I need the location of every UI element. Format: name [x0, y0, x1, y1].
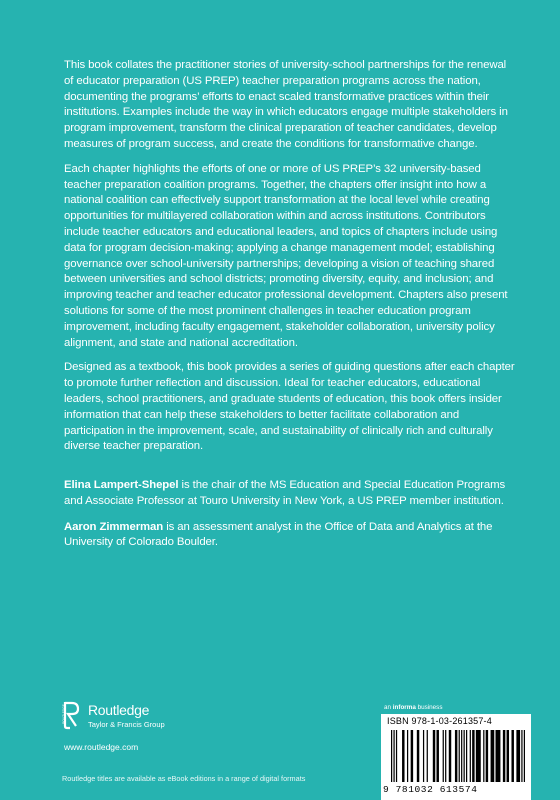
isbn-number: ISBN 978-1-03-261357-4: [387, 716, 492, 726]
barcode-bar: [470, 730, 471, 782]
informa-business-label: [384, 704, 442, 711]
barcode-bar: [417, 730, 419, 782]
barcode-bar: [436, 730, 438, 782]
back-cover-footer: [0, 686, 560, 800]
barcode-bar: [443, 730, 444, 782]
barcode-bar: [391, 730, 392, 782]
barcode-bar: [427, 730, 428, 782]
barcode-bar: [486, 730, 488, 782]
barcode-bar: [476, 730, 481, 782]
author-bio-text-1: is the chair of the MS Education and Special Education Programs and Associate Professor at Touro University in New York, a US PREP member institution.: [64, 479, 506, 507]
publisher-url[interactable]: www.routledge.com: [64, 742, 139, 752]
barcode-bar: [402, 730, 404, 782]
author-bio-text-2: is an assessment analyst in the Office of Data and Analytics at the University of Colorado Boulder.: [64, 520, 493, 549]
author-name-1: Elina Lampert-Shepel: [64, 479, 179, 491]
barcode-bar: [445, 730, 446, 782]
barcode-bar: [524, 730, 525, 782]
author-bios: [64, 478, 516, 561]
barcode-bar: [491, 730, 495, 782]
barcode-bar: [433, 730, 435, 782]
informa-word: informa: [392, 704, 416, 711]
barcode-bar: [393, 730, 394, 782]
barcode-bars: [389, 730, 527, 782]
barcode-bar: [423, 730, 424, 782]
barcode-bar: [496, 730, 501, 782]
publisher-group: Taylor & Francis Group: [88, 720, 165, 729]
barcode-bar: [455, 730, 457, 782]
barcode-digits: 9 781032 613574: [383, 784, 478, 795]
informa-suffix: business: [415, 704, 443, 711]
author-bio-1: [64, 478, 516, 510]
ebook-note: Routledge titles are available as eBook editions in a range of digital formats: [62, 774, 306, 783]
barcode-bar: [521, 730, 522, 782]
isbn-barcode: [381, 714, 531, 800]
barcode-bar: [516, 730, 520, 782]
description-paragraph-3: Designed as a textbook, this book provides a series of guiding questions after each chapter to promote further reflection and discussion. Ideal for teacher educators, educational leaders, school practitioners, and graduate students of education, this book offers insider information that can help these stakeholders to better facilitate collaboration and participation in the improvement, scale, and sustainability of clinically rich and culturally diverse teacher preparation.: [64, 361, 515, 453]
description-paragraph-1: This book collates the practitioner stories of university-school partnerships for the renewal of educator preparation (US PREP) teacher preparation programs across the nation, documenting the programs’ efforts to enact scaled transformative practices within their institutions. Examples include the way in which educators engage multiple stakeholders in program improvement, transform the clinical preparation of teacher candidates, develop measures of program success, and create the conditions for transformative change.: [64, 59, 508, 150]
author-bio-2: [64, 520, 516, 552]
barcode-bar: [459, 730, 460, 782]
barcode-bar: [396, 730, 397, 782]
barcode-bar: [472, 730, 474, 782]
publisher-name: Routledge: [88, 702, 150, 718]
barcode-bar: [466, 730, 467, 782]
description-paragraph-2: Each chapter highlights the efforts of one or more of US PREP’s 32 university-based teacher preparation coalition programs. Together, the chapters offer insight into how a national coalition can effectively support transformation at the local level while creating opportunities for multilayered collaboration within and across institutions. Contributors include teacher educators and educational leaders, and topics of chapters include using data for program decision-making; applying a change management model; establishing governance over school-university partnerships; developing a vision of teaching shared between universities and school districts; promoting diversity, equity, and inclusion; and improving teacher and teacher educator professional development. Chapters also present solutions for some of the most prominent challenges in teacher education program improvement, including faculty engagement, stakeholder collaboration, university policy alignment, and state and national accreditation.: [64, 162, 508, 349]
logo-side-text: ROUTLEDGE: [62, 704, 66, 724]
barcode-bar: [511, 730, 513, 782]
barcode-bar: [483, 730, 484, 782]
book-description: [64, 58, 516, 464]
author-name-2: Aaron Zimmerman: [64, 520, 164, 533]
informa-prefix: an: [384, 704, 393, 711]
publisher-logo: [62, 700, 262, 740]
barcode-bar: [411, 730, 413, 782]
barcode-bar: [507, 730, 509, 782]
barcode-bar: [461, 730, 462, 782]
barcode-bar: [407, 730, 408, 782]
barcode-bar: [503, 730, 505, 782]
routledge-r-logo-icon: [62, 700, 82, 730]
barcode-bar: [449, 730, 451, 782]
barcode-bar: [464, 730, 465, 782]
